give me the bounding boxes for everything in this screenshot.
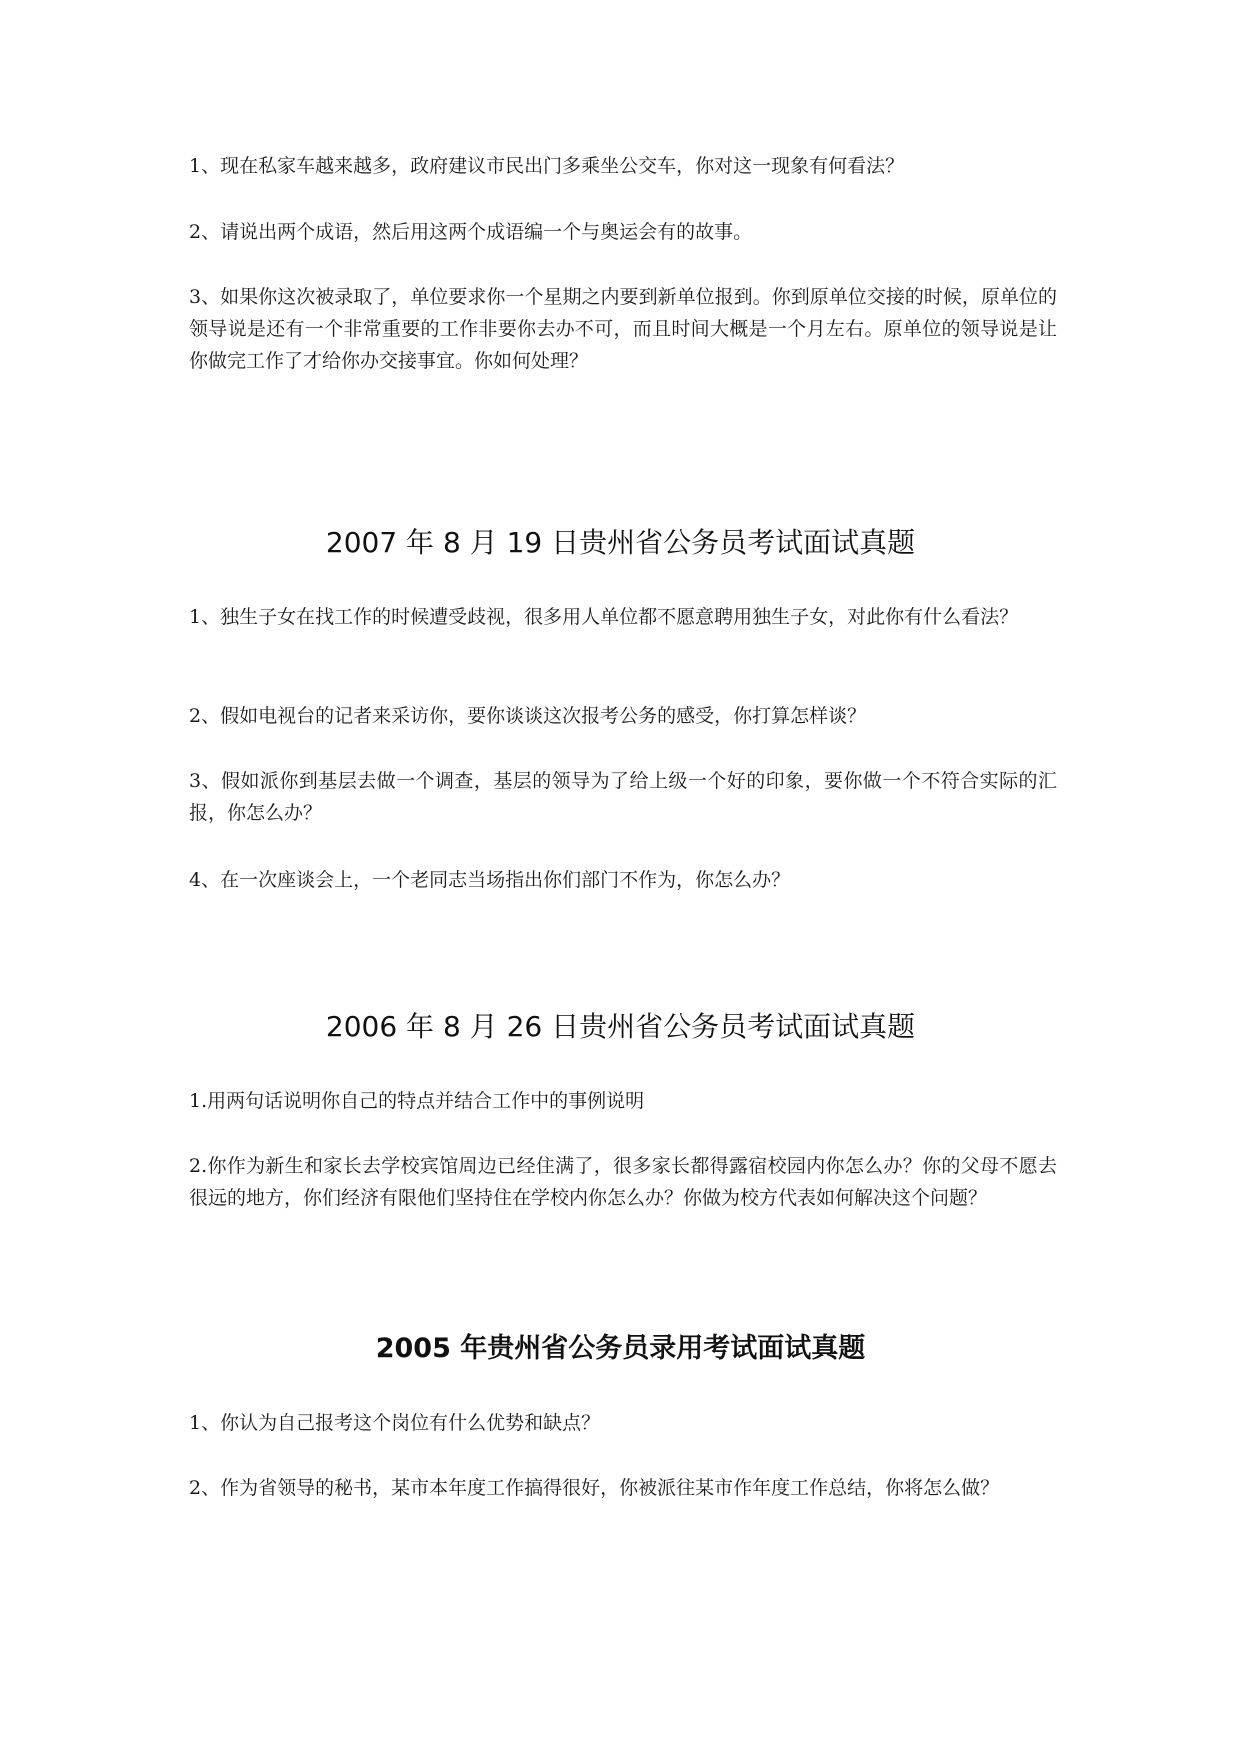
- question-item: 3、假如派你到基层去做一个调查，基层的领导为了给上级一个好的印象，要你做一个不符合实际的汇报，你怎么办？: [189, 770, 1057, 824]
- question-item: 4、在一次座谈会上，一个老同志当场指出你们部门不作为，你怎么办？: [189, 869, 791, 891]
- section-title-2006: 2006 年 8 月 26 日贵州省公务员考试面试真题: [325, 1010, 916, 1043]
- question-item: 2、请说出两个成语，然后用这两个成语编一个与奥运会有的故事。: [189, 221, 753, 243]
- question-item: 2、假如电视台的记者来采访你，要你谈谈这次报考公务的感受，你打算怎样谈？: [189, 705, 867, 727]
- question-item: 1、你认为自己报考这个岗位有什么优势和缺点？: [189, 1412, 601, 1434]
- question-item: 2.你作为新生和家长去学校宾馆周边已经住满了，很多家长都得露宿校园内你怎么办？你的父母不愿去很远的地方，你们经济有限他们坚持住在学校内你怎么办？你做为校方代表如何解决这个问题？: [189, 1155, 1057, 1209]
- section-title-2007: 2007 年 8 月 19 日贵州省公务员考试面试真题: [325, 526, 916, 559]
- question-item: 1、独生子女在找工作的时候遭受歧视，很多用人单位都不愿意聘用独生子女，对此你有什么看法？: [189, 606, 1019, 628]
- question-item: 1、现在私家车越来越多，政府建议市民出门多乘坐公交车，你对这一现象有何看法？: [189, 155, 905, 177]
- question-item: 2、作为省领导的秘书，某市本年度工作搞得很好，你被派往某市作年度工作总结，你将怎么做？: [189, 1477, 1000, 1499]
- question-item: 3、如果你这次被录取了，单位要求你一个星期之内要到新单位报到。你到原单位交接的时候，原单位的领导说是还有一个非常重要的工作非要你去办不可，而且时间大概是一个月左右。原单位的领导说是让你做完工作了才给你办交接事宜。你如何处理？: [189, 286, 1057, 372]
- question-item: 1.用两句话说明你自己的特点并结合工作中的事例说明: [189, 1090, 645, 1112]
- section-title-2005: 2005 年贵州省公务员录用考试面试真题: [375, 1333, 866, 1364]
